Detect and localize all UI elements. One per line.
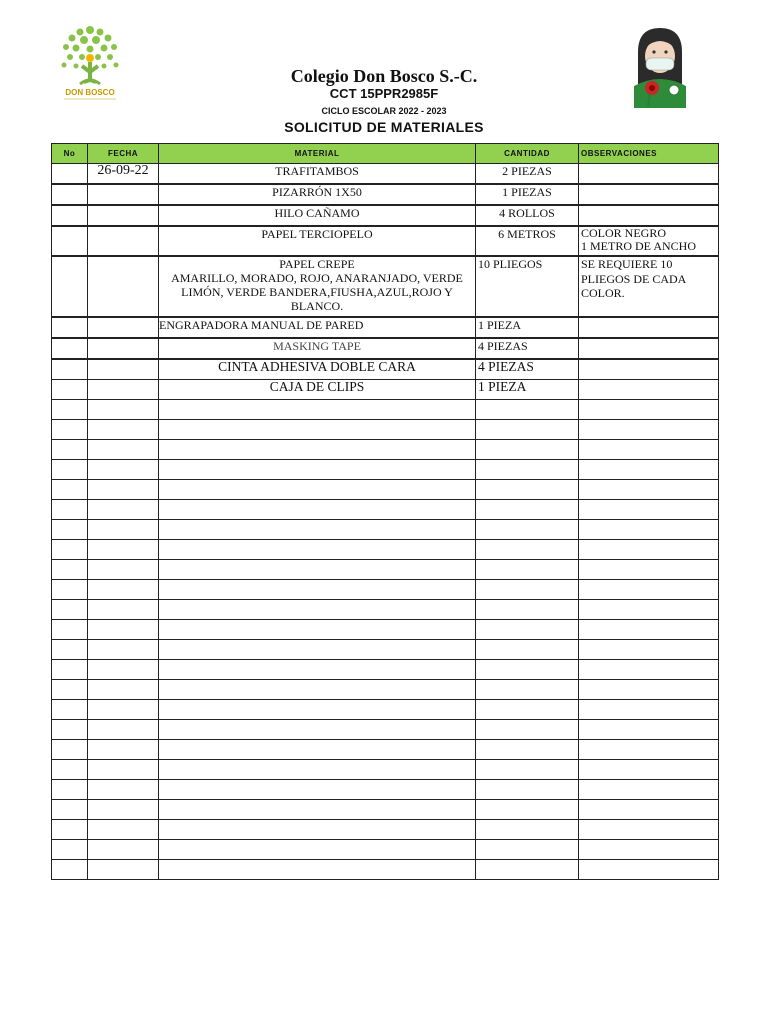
empty-table-row — [52, 840, 719, 860]
empty-cell — [88, 720, 159, 740]
cell-cantidad: 4 ROLLOS — [476, 205, 579, 226]
cell-fecha — [88, 317, 159, 338]
empty-cell — [159, 420, 476, 440]
empty-cell — [52, 600, 88, 620]
empty-cell — [476, 720, 579, 740]
empty-cell — [476, 640, 579, 660]
cell-no — [52, 184, 88, 205]
cell-material: PIZARRÓN 1X50 — [159, 184, 476, 205]
cell-no — [52, 359, 88, 380]
empty-cell — [476, 480, 579, 500]
cell-cantidad: 4 PIEZAS — [476, 338, 579, 359]
cell-cantidad: 1 PIEZA — [476, 380, 579, 400]
empty-cell — [579, 440, 719, 460]
cell-material: ENGRAPADORA MANUAL DE PARED — [159, 317, 476, 338]
empty-cell — [52, 660, 88, 680]
empty-table-row — [52, 820, 719, 840]
empty-table-row — [52, 680, 719, 700]
cell-fecha — [88, 184, 159, 205]
empty-cell — [159, 520, 476, 540]
empty-cell — [159, 560, 476, 580]
empty-table-row — [52, 700, 719, 720]
empty-cell — [88, 460, 159, 480]
empty-cell — [52, 640, 88, 660]
empty-table-row — [52, 520, 719, 540]
empty-table-row — [52, 640, 719, 660]
cell-no — [52, 338, 88, 359]
empty-cell — [579, 700, 719, 720]
column-header-no: No — [52, 144, 88, 164]
empty-cell — [88, 500, 159, 520]
empty-cell — [476, 400, 579, 420]
cell-fecha — [88, 226, 159, 256]
empty-cell — [52, 740, 88, 760]
empty-cell — [579, 580, 719, 600]
cell-observaciones — [579, 184, 719, 205]
empty-cell — [476, 840, 579, 860]
cell-no — [52, 380, 88, 400]
empty-cell — [159, 480, 476, 500]
empty-cell — [579, 760, 719, 780]
cell-observaciones — [579, 359, 719, 380]
empty-cell — [476, 520, 579, 540]
empty-table-row — [52, 740, 719, 760]
cell-cantidad: 1 PIEZA — [476, 317, 579, 338]
empty-cell — [52, 860, 88, 880]
cell-cantidad: 2 PIEZAS — [476, 164, 579, 185]
empty-cell — [52, 500, 88, 520]
empty-cell — [579, 520, 719, 540]
cell-observaciones: COLOR NEGRO 1 METRO DE ANCHO — [579, 226, 719, 256]
empty-cell — [159, 500, 476, 520]
cell-material: CAJA DE CLIPS — [159, 380, 476, 400]
empty-cell — [52, 520, 88, 540]
column-header-cantidad: CANTIDAD — [476, 144, 579, 164]
empty-table-row — [52, 580, 719, 600]
empty-cell — [476, 540, 579, 560]
empty-cell — [52, 680, 88, 700]
empty-cell — [52, 560, 88, 580]
empty-cell — [52, 700, 88, 720]
empty-cell — [476, 620, 579, 640]
empty-cell — [579, 560, 719, 580]
empty-cell — [52, 760, 88, 780]
cell-fecha: 26-09-22 — [88, 164, 159, 185]
empty-cell — [579, 480, 719, 500]
empty-cell — [159, 440, 476, 460]
table-row — [52, 380, 719, 400]
cell-no — [52, 317, 88, 338]
empty-cell — [159, 800, 476, 820]
empty-cell — [476, 860, 579, 880]
empty-cell — [476, 740, 579, 760]
empty-cell — [52, 440, 88, 460]
empty-table-row — [52, 440, 719, 460]
empty-cell — [159, 660, 476, 680]
table-row — [52, 317, 719, 338]
empty-cell — [476, 440, 579, 460]
cell-observaciones — [579, 164, 719, 185]
empty-cell — [88, 860, 159, 880]
empty-cell — [88, 820, 159, 840]
empty-cell — [476, 600, 579, 620]
empty-cell — [159, 840, 476, 860]
empty-cell — [88, 660, 159, 680]
empty-table-row — [52, 860, 719, 880]
empty-cell — [159, 740, 476, 760]
cct-code: CCT 15PPR2985F — [329, 86, 439, 101]
empty-cell — [476, 780, 579, 800]
empty-table-row — [52, 420, 719, 440]
empty-cell — [579, 740, 719, 760]
cell-observaciones — [579, 338, 719, 359]
empty-cell — [159, 580, 476, 600]
empty-table-row — [52, 660, 719, 680]
empty-cell — [159, 400, 476, 420]
empty-cell — [159, 460, 476, 480]
empty-cell — [476, 820, 579, 840]
empty-cell — [579, 420, 719, 440]
empty-cell — [476, 660, 579, 680]
empty-table-row — [52, 600, 719, 620]
empty-cell — [159, 620, 476, 640]
empty-cell — [52, 460, 88, 480]
table-row — [52, 338, 719, 359]
cell-material: PAPEL CREPE AMARILLO, MORADO, ROJO, ANARANJADO, VERDE LIMÓN, VERDE BANDERA,FIUSHA,AZUL,ROJO Y BLANCO. — [159, 256, 476, 317]
empty-cell — [159, 720, 476, 740]
cell-observaciones: SE REQUIERE 10 PLIEGOS DE CADA COLOR. — [579, 256, 719, 317]
empty-cell — [159, 700, 476, 720]
empty-cell — [88, 480, 159, 500]
empty-table-row — [52, 780, 719, 800]
materials-table — [51, 143, 719, 880]
cell-fecha — [88, 380, 159, 400]
empty-cell — [88, 800, 159, 820]
empty-cell — [579, 640, 719, 660]
empty-cell — [476, 500, 579, 520]
empty-cell — [88, 620, 159, 640]
empty-table-row — [52, 400, 719, 420]
cell-no — [52, 256, 88, 317]
empty-table-row — [52, 500, 719, 520]
cell-no — [52, 164, 88, 185]
empty-cell — [52, 400, 88, 420]
empty-cell — [88, 400, 159, 420]
column-header-material: MATERIAL — [159, 144, 476, 164]
empty-cell — [579, 600, 719, 620]
empty-cell — [159, 860, 476, 880]
empty-table-row — [52, 460, 719, 480]
empty-cell — [579, 660, 719, 680]
empty-cell — [159, 680, 476, 700]
school-cycle: CICLO ESCOLAR 2022 - 2023 — [321, 106, 447, 116]
empty-cell — [52, 800, 88, 820]
empty-cell — [52, 580, 88, 600]
empty-cell — [88, 540, 159, 560]
empty-cell — [88, 780, 159, 800]
cell-material: MASKING TAPE — [159, 338, 476, 359]
empty-cell — [88, 640, 159, 660]
empty-cell — [88, 600, 159, 620]
page-title: SOLICITUD DE MATERIALES — [284, 119, 484, 135]
empty-cell — [579, 680, 719, 700]
table-row — [52, 184, 719, 205]
empty-cell — [159, 780, 476, 800]
table-row — [52, 205, 719, 226]
empty-cell — [579, 400, 719, 420]
empty-cell — [52, 540, 88, 560]
empty-cell — [52, 820, 88, 840]
empty-cell — [52, 780, 88, 800]
empty-table-row — [52, 560, 719, 580]
empty-cell — [88, 440, 159, 460]
empty-cell — [476, 700, 579, 720]
empty-cell — [88, 840, 159, 860]
empty-table-row — [52, 800, 719, 820]
empty-cell — [476, 680, 579, 700]
empty-cell — [88, 680, 159, 700]
cell-no — [52, 205, 88, 226]
cell-observaciones — [579, 317, 719, 338]
cell-fecha — [88, 205, 159, 226]
cell-cantidad: 4 PIEZAS — [476, 359, 579, 380]
empty-cell — [88, 740, 159, 760]
cell-fecha — [88, 338, 159, 359]
empty-cell — [159, 540, 476, 560]
empty-cell — [579, 620, 719, 640]
cell-cantidad: 10 PLIEGOS — [476, 256, 579, 317]
svg-text:DON BOSCO: DON BOSCO — [65, 88, 115, 97]
empty-cell — [159, 600, 476, 620]
empty-table-row — [52, 480, 719, 500]
empty-cell — [579, 460, 719, 480]
empty-cell — [476, 580, 579, 600]
column-header-observaciones: OBSERVACIONES — [579, 144, 719, 164]
empty-cell — [88, 520, 159, 540]
cell-cantidad: 1 PIEZAS — [476, 184, 579, 205]
empty-cell — [579, 840, 719, 860]
empty-cell — [579, 860, 719, 880]
cell-material: CINTA ADHESIVA DOBLE CARA — [159, 359, 476, 380]
table-row — [52, 226, 719, 256]
empty-cell — [579, 540, 719, 560]
cell-material: PAPEL TERCIOPELO — [159, 226, 476, 256]
empty-cell — [476, 420, 579, 440]
empty-cell — [476, 460, 579, 480]
empty-cell — [476, 760, 579, 780]
empty-cell — [88, 580, 159, 600]
empty-cell — [52, 420, 88, 440]
empty-cell — [88, 420, 159, 440]
cell-cantidad: 6 METROS — [476, 226, 579, 256]
cell-material: HILO CAÑAMO — [159, 205, 476, 226]
column-header-fecha: FECHA — [88, 144, 159, 164]
empty-cell — [52, 720, 88, 740]
empty-cell — [159, 820, 476, 840]
cell-material: TRAFITAMBOS — [159, 164, 476, 185]
school-name: Colegio Don Bosco S.-C. — [290, 66, 478, 86]
cell-observaciones — [579, 380, 719, 400]
empty-table-row — [52, 760, 719, 780]
empty-cell — [476, 560, 579, 580]
cell-observaciones — [579, 205, 719, 226]
empty-table-row — [52, 720, 719, 740]
empty-cell — [52, 480, 88, 500]
empty-cell — [88, 760, 159, 780]
table-row — [52, 359, 719, 380]
cell-fecha — [88, 359, 159, 380]
empty-table-row — [52, 540, 719, 560]
empty-cell — [159, 640, 476, 660]
cell-no — [52, 226, 88, 256]
table-row — [52, 164, 719, 185]
empty-cell — [88, 700, 159, 720]
table-header-row — [52, 144, 719, 164]
empty-cell — [579, 820, 719, 840]
empty-table-row — [52, 620, 719, 640]
empty-cell — [52, 620, 88, 640]
empty-cell — [579, 800, 719, 820]
empty-cell — [159, 760, 476, 780]
empty-cell — [88, 560, 159, 580]
cell-fecha — [88, 256, 159, 317]
empty-cell — [579, 720, 719, 740]
empty-cell — [579, 780, 719, 800]
empty-cell — [579, 500, 719, 520]
empty-cell — [52, 840, 88, 860]
table-row — [52, 256, 719, 317]
empty-cell — [476, 800, 579, 820]
